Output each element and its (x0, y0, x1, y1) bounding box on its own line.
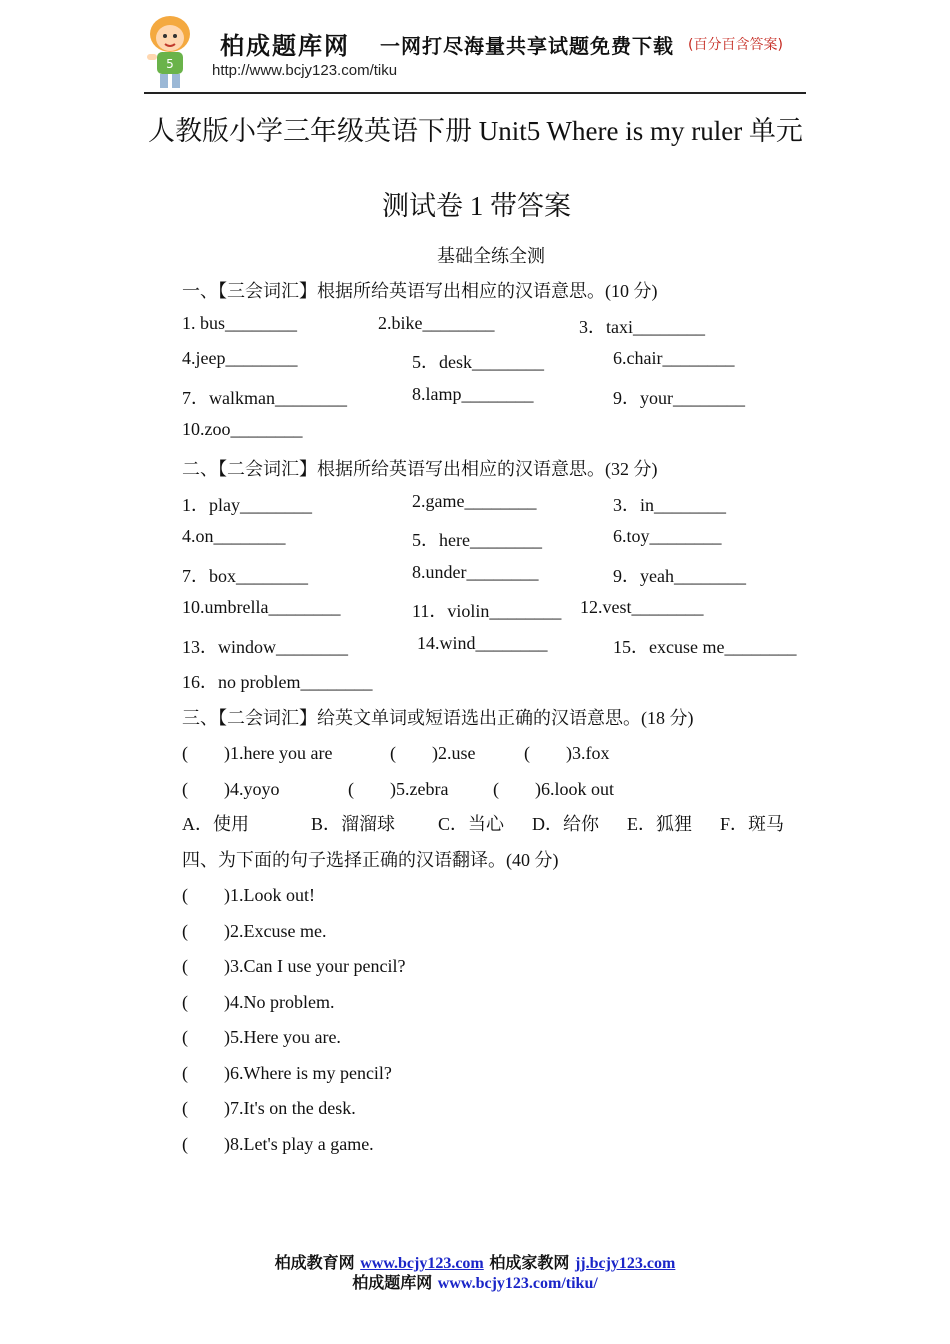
option-c: C．当心 (438, 814, 505, 834)
list-item: ( )4.No problem. (182, 992, 335, 1012)
option-d: D．给你 (532, 814, 599, 834)
list-item: ( )4.yoyo (182, 779, 280, 799)
slogan: 一网打尽海量共享试题免费下载 (380, 34, 674, 58)
footer-link-3[interactable]: www.bcjy123.com/tiku/ (437, 1275, 598, 1292)
header-url: http://www.bcjy123.com/tiku (212, 62, 398, 79)
list-item: ( )6.Where is my pencil? (182, 1063, 392, 1083)
slogan-tag: (百分百含答案) (688, 37, 783, 53)
footer-label-1: 柏成教育网 (274, 1253, 355, 1272)
list-item: ( )3.fox (524, 743, 610, 763)
title-line-1: 人教版小学三年级英语下册 Unit5 Where is my ruler 单元 (148, 116, 803, 146)
list-item: 1. bus________ (182, 313, 298, 333)
list-item: 4.jeep________ (182, 348, 298, 368)
list-item: 10.zoo________ (182, 419, 303, 439)
site-header (140, 8, 808, 94)
header-divider (144, 92, 806, 94)
list-item: 9．your________ (613, 388, 745, 408)
option-b: B．溜溜球 (311, 814, 396, 834)
list-item: ( )5.Here you are. (182, 1027, 341, 1047)
footer-label-2: 柏成家教网 (489, 1253, 570, 1272)
footer-link-1[interactable]: www.bcjy123.com (360, 1255, 484, 1272)
section-3-heading: 三、【二会词汇】给英文单词或短语选出正确的汉语意思。(18 分) (182, 708, 694, 728)
list-item: 2.bike________ (378, 313, 495, 333)
list-item: 6.toy________ (613, 526, 722, 546)
brand-name: 柏成题库网 (220, 31, 350, 60)
list-item: ( )3.Can I use your pencil? (182, 956, 406, 976)
section-4-heading: 四、为下面的句子选择正确的汉语翻译。(40 分) (182, 850, 559, 870)
list-item: ( )6.look out (493, 779, 614, 799)
list-item: 16．no problem________ (182, 672, 373, 692)
list-item: 8.lamp________ (412, 384, 534, 404)
list-item: 9．yeah________ (613, 566, 746, 586)
list-item: ( )7.It's on the desk. (182, 1098, 356, 1118)
list-item: 5．desk________ (412, 352, 544, 372)
list-item: 6.chair________ (613, 348, 735, 368)
footer-line-2 (0, 1270, 950, 1293)
mascot-logo-icon (140, 8, 202, 92)
section-1-heading: 一、【三会词汇】根据所给英语写出相应的汉语意思。(10 分) (182, 281, 658, 301)
option-f: F．斑马 (720, 814, 785, 834)
svg-text:5: 5 (166, 57, 174, 71)
list-item: 8.under________ (412, 562, 539, 582)
option-e: E．狐狸 (627, 814, 692, 834)
list-item: 2.game________ (412, 491, 537, 511)
list-item: 5．here________ (412, 530, 542, 550)
section-2-heading: 二、【二会词汇】根据所给英语写出相应的汉语意思。(32 分) (182, 459, 658, 479)
footer-label-3: 柏成题库网 (352, 1273, 433, 1292)
list-item: ( )2.Excuse me. (182, 921, 327, 941)
option-a: A．使用 (182, 814, 249, 834)
list-item: 11．violin________ (412, 601, 562, 621)
list-item: 15．excuse me________ (613, 637, 797, 657)
list-item: ( )5.zebra (348, 779, 449, 799)
title-line-2: 测试卷 1 带答案 (382, 191, 571, 221)
list-item: 1．play________ (182, 495, 312, 515)
list-item: 7．walkman________ (182, 388, 347, 408)
list-item: ( )1.here you are (182, 743, 333, 763)
list-item: ( )1.Look out! (182, 885, 315, 905)
list-item: 7．box________ (182, 566, 308, 586)
list-item: 10.umbrella________ (182, 597, 341, 617)
list-item: ( )2.use (390, 743, 476, 763)
list-item: ( )8.Let's play a game. (182, 1134, 374, 1154)
subtitle: 基础全练全测 (437, 246, 545, 266)
footer-link-2[interactable]: jj.bcjy123.com (574, 1255, 676, 1272)
list-item: 13．window________ (182, 637, 348, 657)
list-item: 4.on________ (182, 526, 286, 546)
list-item: 14.wind________ (417, 633, 548, 653)
list-item: 12.vest________ (580, 597, 704, 617)
list-item: 3．in________ (613, 495, 727, 515)
list-item: 3．taxi________ (579, 317, 705, 337)
